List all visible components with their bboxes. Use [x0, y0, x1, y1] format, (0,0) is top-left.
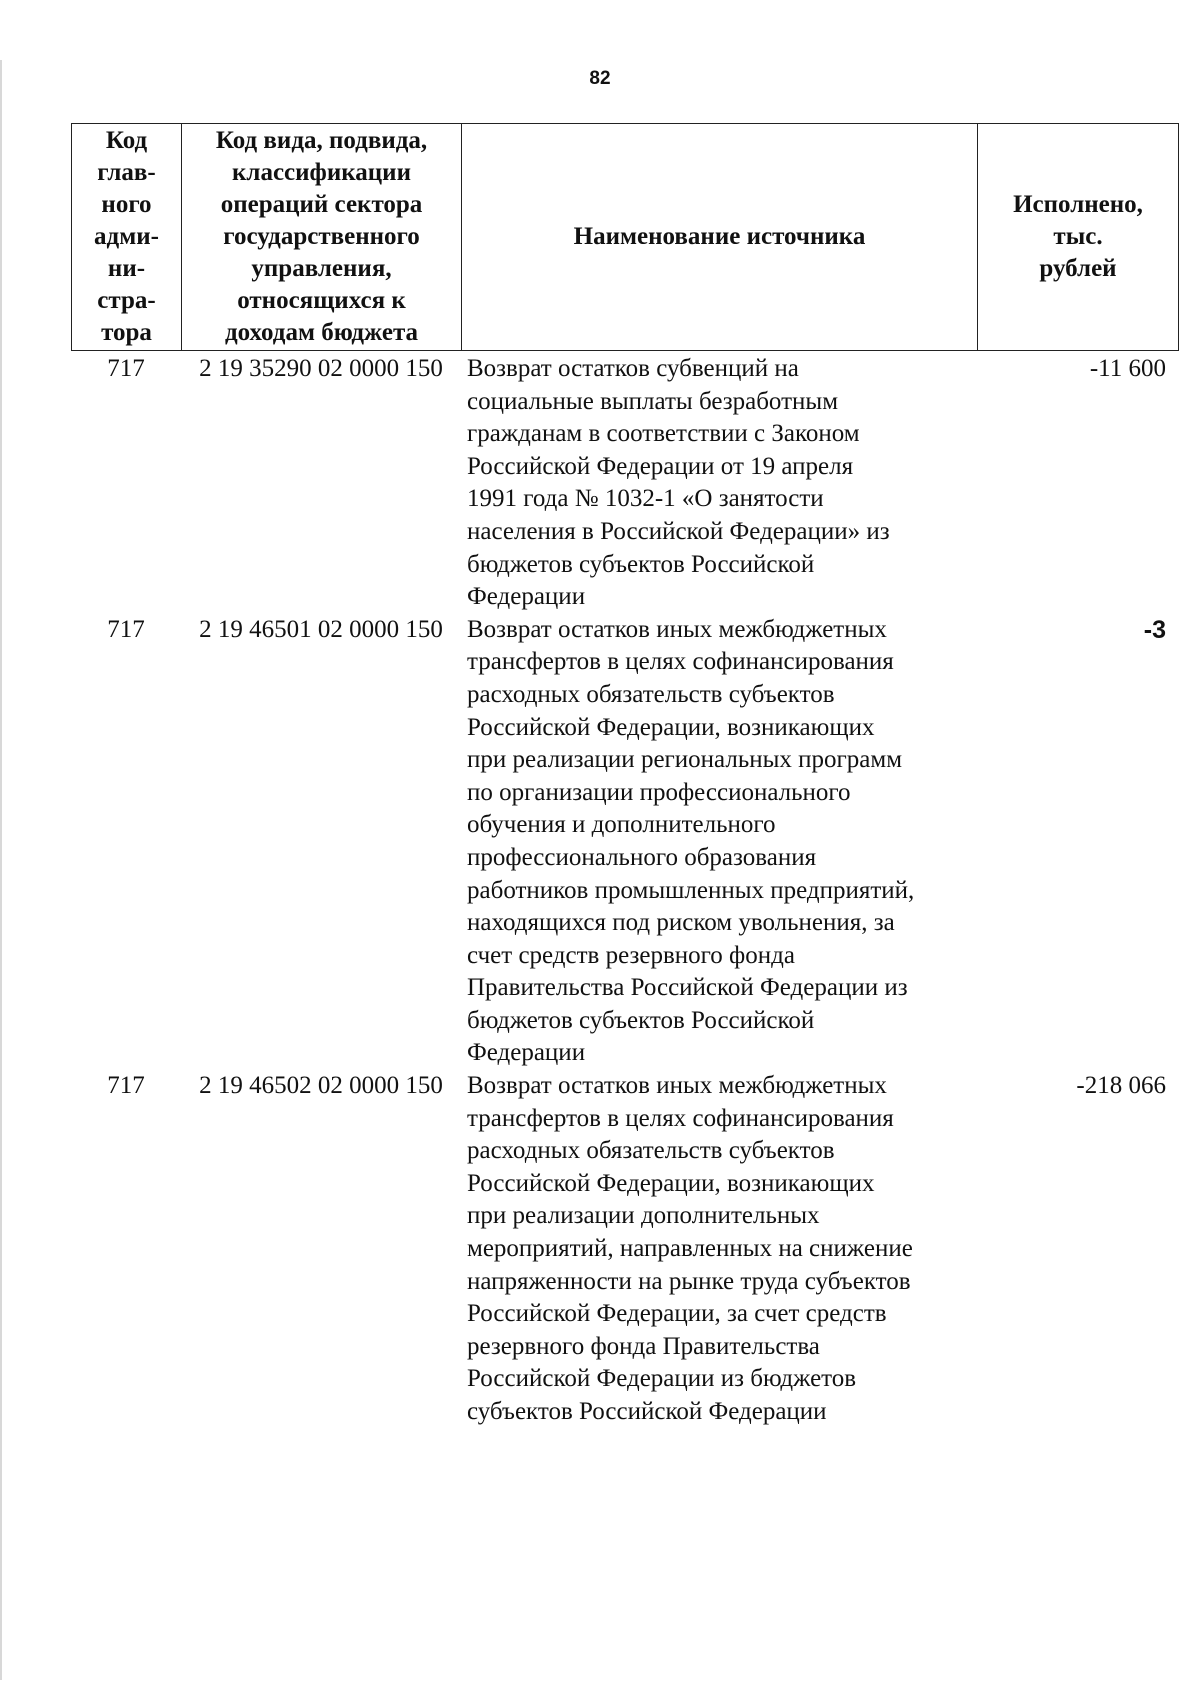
table-header — [71, 123, 1179, 351]
table-row — [71, 353, 1178, 614]
table-body — [71, 353, 1178, 1429]
table-row — [71, 614, 1178, 1070]
source-name-cell: Возврат остатков субвенций на социальные выплаты безработным гражданам в соответствии с Законом Российской Федерации от 19 апреля 1991 года № 1032-1 «О занятости населения в Российской Федерации» из бюджетов субъектов Российской Федерации — [467, 355, 890, 611]
source-name-cell: Возврат остатков иных межбюджетных трансфертов в целях софинансирования расходных обязательств субъектов Российской Федерации, возникающих при реализации дополнительных мероприятий, направленных на снижение напряженности на рынке труда субъектов Российской Федерации, за счет средств резервного фонда Правительства Российской Федерации из бюджетов субъектов Российской Федерации — [467, 1072, 913, 1425]
header-type-code: Код вида, подвида, классификации операций сектора государственного управления, относящихся к доходам бюджета — [182, 124, 462, 351]
classification-code-cell: 2 19 46502 02 0000 150 — [199, 1072, 443, 1100]
header-source-name: Наименование источника — [462, 124, 978, 351]
admin-code-cell: 717 — [107, 355, 145, 382]
classification-code-cell: 2 19 35290 02 0000 150 — [199, 355, 443, 382]
classification-code-cell: 2 19 46501 02 0000 150 — [199, 615, 443, 643]
page-edge-shadow — [0, 60, 2, 1680]
admin-code-cell: 717 — [107, 1072, 145, 1100]
header-executed: Исполнено, тыс. рублей — [978, 124, 1179, 351]
admin-code-cell: 717 — [107, 615, 145, 643]
source-name-cell: Возврат остатков иных межбюджетных трансфертов в целях софинансирования расходных обязательств субъектов Российской Федерации, возникающих при реализации региональных программ по организации профессионального обучения и дополнительного профессионального образования работников промышленных предприятий, находящихся под риском увольнения, за счет средств резервного фонда Правительства Российской Федерации из бюджетов субъектов Российской Федерации — [467, 615, 915, 1067]
executed-amount-cell: -11 600 — [1089, 355, 1166, 382]
table-row — [71, 1070, 1178, 1429]
header-admin-code: Код глав- ного адми- ни- стра- тора — [72, 124, 182, 351]
executed-amount-cell: -3 — [1143, 615, 1166, 644]
page-number: 82 — [589, 68, 611, 89]
executed-amount-cell: -218 066 — [1076, 1072, 1166, 1100]
